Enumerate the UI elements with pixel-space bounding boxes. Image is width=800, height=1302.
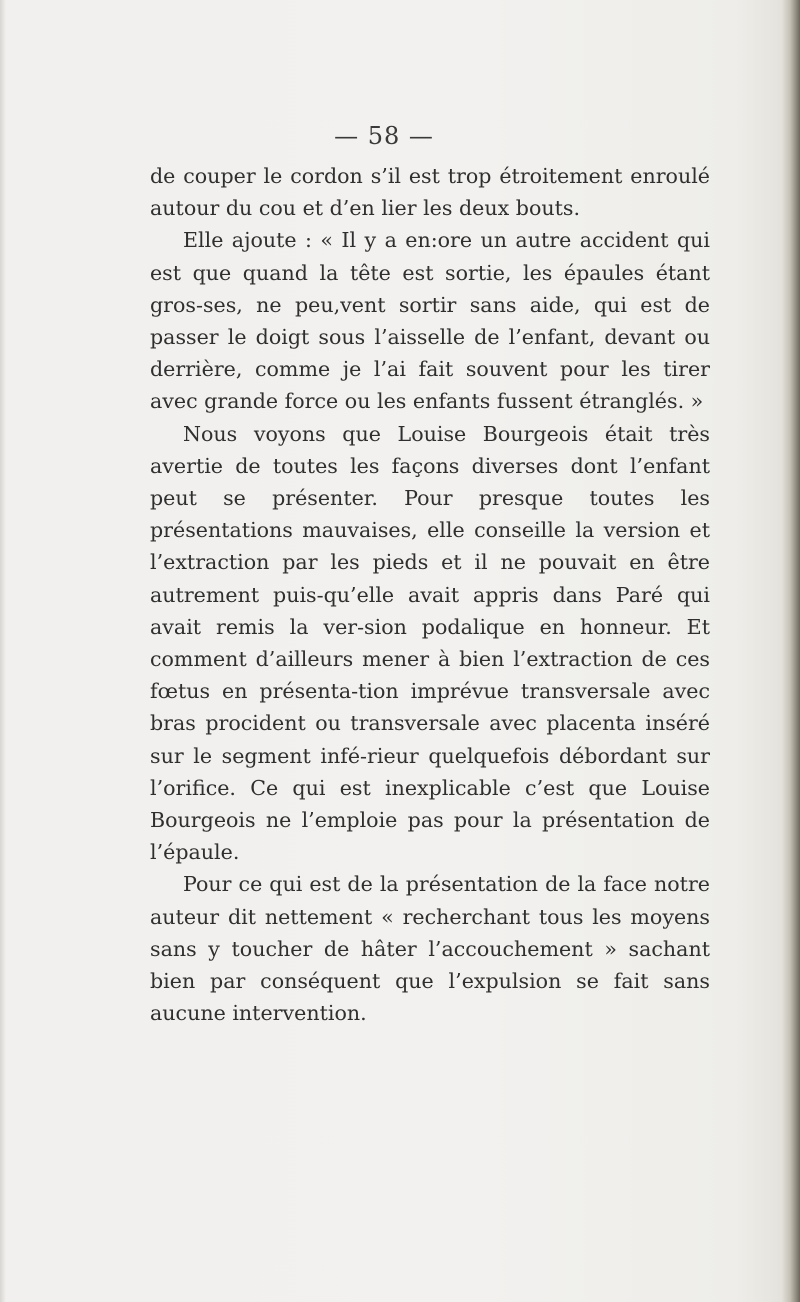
paragraph-continuation: de couper le cordon s’il est trop étroitement enroulé autour du cou et d’en lier les deux bouts. bbox=[150, 164, 710, 221]
paragraph-face-presentation: Pour ce qui est de la présentation de la face notre auteur dit nettement « recherchant tous les moyens sans y toucher de hâter l’accouchement » sachant bien par conséquent que l’expulsion se fait sans aucune intervention. bbox=[150, 872, 710, 1026]
paragraph-louise-bourgeois: Nous voyons que Louise Bourgeois était très avertie de toutes les façons diverses dont l’enfant peut se présenter. Pour presque toutes les présentations mauvaises, elle conseille la version et l’extraction par les pieds et il ne pouvait en être autrement puis-qu’elle avait appris dans Paré qui avait remis la ver-sion podalique en honneur. Et comment d’ailleurs mener à bien l’extraction de ces fœtus en présenta-tion imprévue transversale avec bras procident ou transversale avec placenta inséré sur le segment infé-rieur quelquefois débordant sur l’orifice. Ce qui est inexplicable c’est que Louise Bourgeois ne l’emploie pas pour la présentation de l’épaule. bbox=[150, 421, 710, 865]
paragraph-quote-accident: Elle ajoute : « Il y a en:ore un autre accident qui est que quand la tête est sortie, les épaules étant gros-ses, ne peu,vent sortir sans aide, qui est de passer le doigt sous l’aisselle de l’enfant, devant ou derrière, comme je l’ai fait souvent pour les tirer avec grande force ou les enfants fussent étranglés. » bbox=[150, 228, 710, 414]
body-text bbox=[150, 160, 710, 1029]
page-right-edge bbox=[782, 0, 800, 1302]
page-number: — 58 — bbox=[334, 122, 434, 150]
page-left-shadow bbox=[0, 0, 6, 1302]
